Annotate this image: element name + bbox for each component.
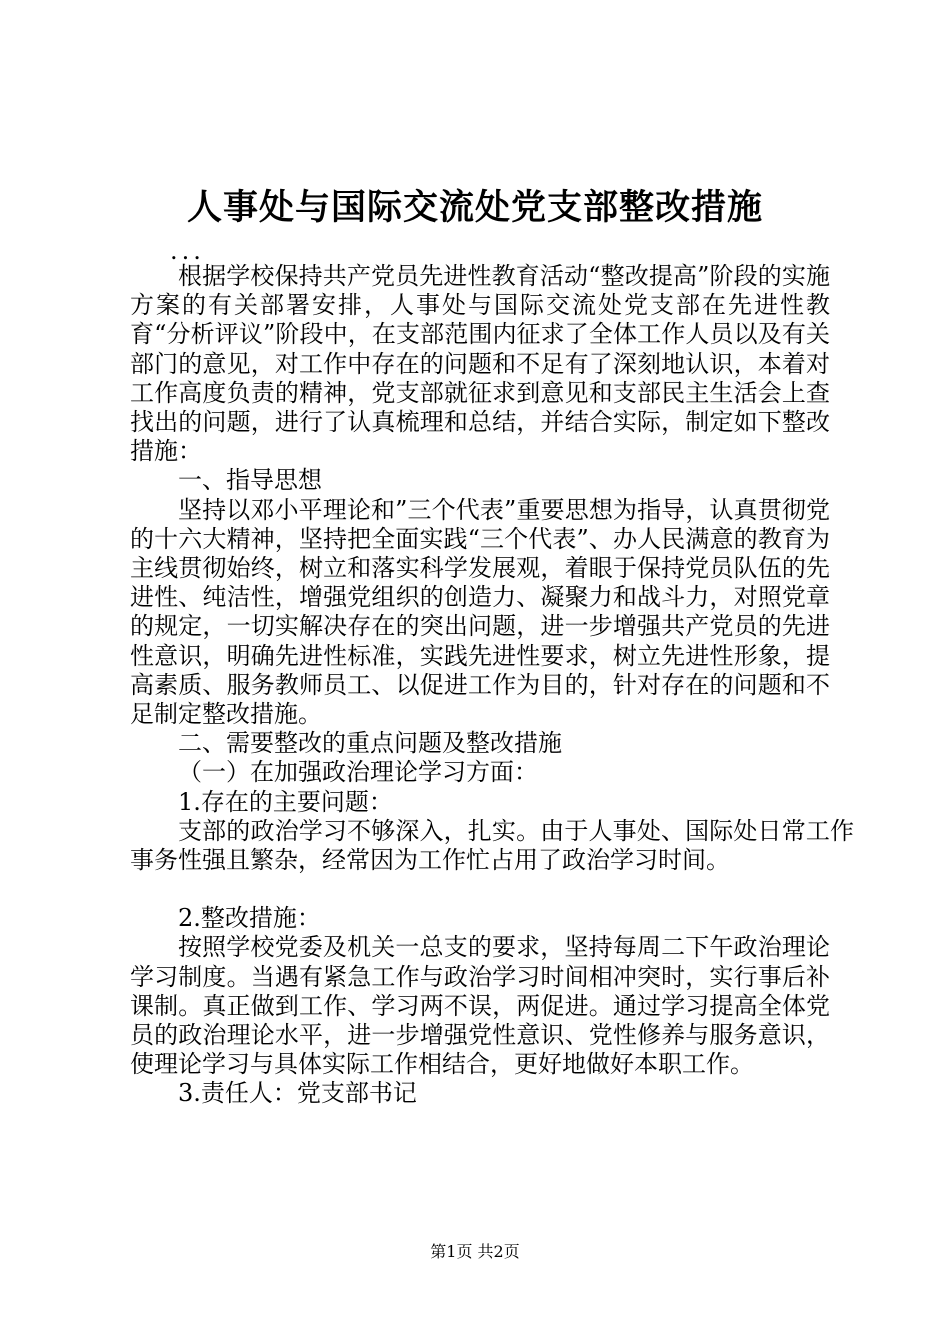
paragraph-gap — [130, 875, 830, 904]
item-heading-main-problems: 1.存在的主要问题： — [178, 787, 393, 816]
section-heading-key-problems: 二、需要整改的重点问题及整改措施 — [178, 729, 562, 758]
intro-paragraph: 根据学校保持共产党员先进性教育活动“整改提高”阶段的实施方案的有关部署安排，人事处与国际交流处党支部在先进性教育“分析评议”阶段中，在支部范围内征求了全体工作人员以及有关部门的意见，对工作中存在的问题和不足有了深刻地认识，本着对工作高度负责的精神，党支部就征求到意见和支部民主生活会上查找出的问题，进行了认真梳理和总结，并结合实际，制定如下整改措施： — [130, 262, 830, 466]
document-body — [130, 237, 854, 1109]
section-heading-guiding-thought: 一、指导思想 — [178, 466, 322, 495]
item-heading-measures: 2.整改措施： — [178, 904, 321, 933]
guiding-thought-paragraph: 坚持以邓小平理论和”三个代表”重要思想为指导，认真贯彻党的十六大精神，坚持把全面实践“三个代表”、办人民满意的教育为主线贯彻始终，树立和落实科学发展观，着眼于保持党员队伍的先进性、纯洁性，增强党组织的创造力、凝聚力和战斗力，对照党章的规定，一切实解决存在的突出问题，进一步增强共产党员的先进性意识，明确先进性标准，实践先进性要求，树立先进性形象，提高素质、服务教师员工、以促进工作为目的，针对存在的问题和不足制定整改措施。 — [130, 495, 830, 729]
ellipsis-line: ... — [170, 237, 205, 265]
page-number-label: 第1页 共2页 — [430, 1242, 520, 1261]
main-problems-paragraph: 支部的政治学习不够深入，扎实。由于人事处、国际处日常工作事务性强且繁杂，经常因为工作忙占用了政治学习时间。 — [130, 816, 854, 875]
document-title: 人事处与国际交流处党支部整改措施 — [186, 187, 763, 228]
page-footer — [0, 1242, 950, 1262]
subsection-heading-theory-study: （一）在加强政治理论学习方面： — [178, 758, 538, 787]
measures-paragraph: 按照学校党委及机关一总支的要求，坚持每周二下午政治理论学习制度。当遇有紧急工作与政治学习时间相冲突时，实行事后补课制。真正做到工作、学习两不误，两促进。通过学习提高全体党员的政治理论水平，进一步增强党性意识、党性修养与服务意识，使理论学习与具体实际工作相结合，更好地做好本职工作。 — [130, 933, 830, 1079]
item-responsible-person: 3.责任人：党支部书记 — [178, 1079, 417, 1108]
